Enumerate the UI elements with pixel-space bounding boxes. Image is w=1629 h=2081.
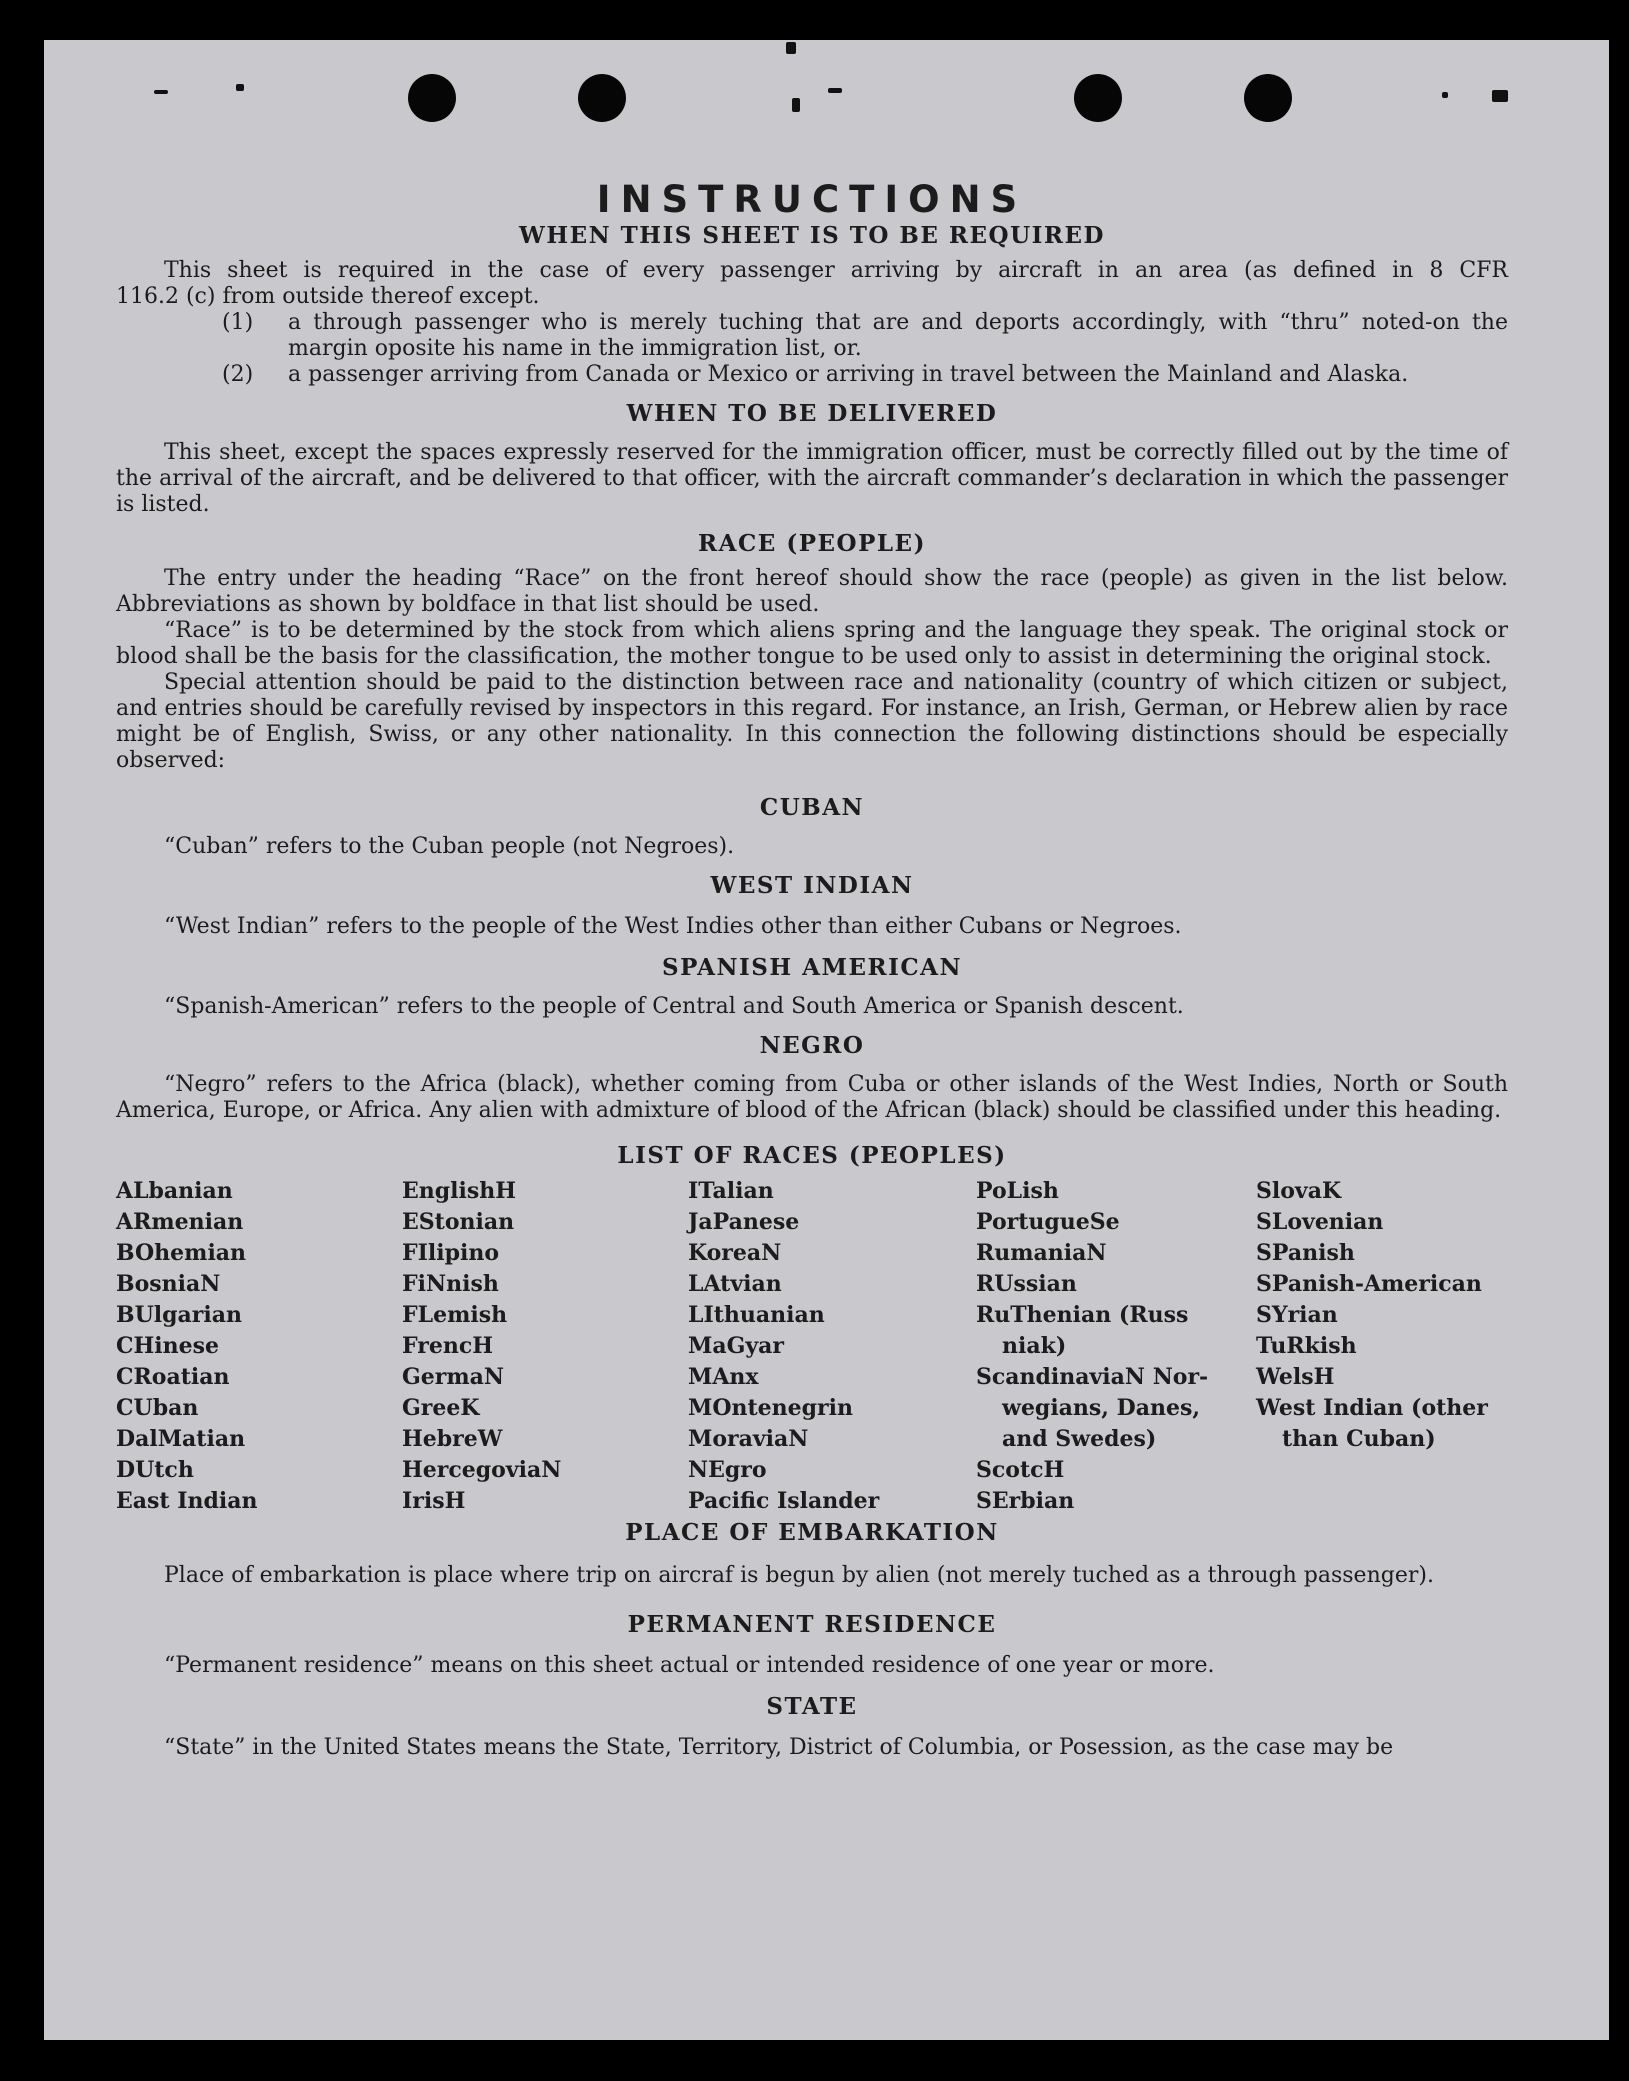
race-entry: SYrian [1256, 1302, 1338, 1328]
race-column-3 [688, 1176, 976, 1517]
race-entry: IrisH [402, 1488, 466, 1514]
exception-text: a passenger arriving from Canada or Mexico or arriving in travel between the Mainland and Alaska. [288, 362, 1409, 387]
race-entry: GermaN [402, 1364, 505, 1390]
speck [792, 98, 800, 112]
race-entry: DUtch [116, 1457, 194, 1483]
race-column-5 [1256, 1176, 1506, 1517]
race-entry: PortugueSe [976, 1209, 1120, 1235]
embarkation-text: Place of embarkation is place where trip on aircraf is begun by alien (not merely tuched as a through passenger). [164, 1563, 1434, 1588]
document-page [44, 40, 1609, 2040]
race-entry: SPanish-American [1256, 1271, 1482, 1297]
when-required-intro-line1: This sheet is required in the case of every passenger arriving by aircraft in an area (as defined in 8 CFR [164, 258, 1508, 283]
race-entry: MoraviaN [688, 1426, 809, 1452]
race-entry: SLovenian [1256, 1209, 1384, 1235]
race-column-2 [402, 1176, 688, 1517]
race-entry: SlovaK [1256, 1178, 1342, 1204]
race-entry: DalMatian [116, 1426, 246, 1452]
punch-hole [1244, 74, 1292, 122]
race-entry: KoreaN [688, 1240, 782, 1266]
race-entry: FiNnish [402, 1271, 499, 1297]
race-entry: East Indian [116, 1488, 258, 1514]
race-entry: RUssian [976, 1271, 1077, 1297]
race-entry: CHinese [116, 1333, 220, 1359]
race-entry: RumaniaN [976, 1240, 1107, 1266]
race-entry: SErbian [976, 1488, 1075, 1514]
race-entry: CUban [116, 1395, 199, 1421]
heading-race: RACE (PEOPLE) [698, 530, 926, 557]
heading-spanish-american: SPANISH AMERICAN [661, 954, 963, 981]
race-entry: ITalian [688, 1178, 774, 1204]
exception-text: a through passenger who is merely tuching that are and deports accordingly, with “thru” noted-on the margin oposite his name in the immigration list, or. [288, 310, 1508, 361]
speck [786, 42, 796, 54]
punch-hole [1074, 74, 1122, 122]
race-entry: Pacific Islander [688, 1488, 880, 1514]
exception-item-1 [222, 310, 1508, 362]
when-delivered-text: This sheet, except the spaces expressly reserved for the immigration officer, must be correctly filled out by the time of the arrival of the aircraft, and be delivered to that officer, with the aircraft commander’s declaration in which the passenger is listed. [116, 440, 1508, 517]
race-entry: LAtvian [688, 1271, 782, 1297]
when-required-intro-line2: 116.2 (c) from outside thereof except. [116, 284, 540, 309]
race-entry: LIthuanian [688, 1302, 825, 1328]
heading-negro: NEGRO [759, 1032, 865, 1059]
punch-hole [408, 74, 456, 122]
permanent-residence-text: “Permanent residence” means on this sheet actual or intended residence of one year or more. [164, 1653, 1215, 1678]
speck [1492, 90, 1508, 102]
heading-when-required: WHEN THIS SHEET IS TO BE REQUIRED [519, 222, 1105, 249]
heading-permanent-residence: PERMANENT RESIDENCE [627, 1611, 997, 1638]
race-entry-continuation: niak) [1002, 1333, 1067, 1359]
race-entry-continuation: and Swedes) [1002, 1426, 1157, 1452]
race-entry: EnglishH [402, 1178, 517, 1204]
race-entry: ALbanian [116, 1178, 233, 1204]
race-entry: ScotcH [976, 1457, 1065, 1483]
race-entry: TuRkish [1256, 1333, 1357, 1359]
negro-text: “Negro” refers to the Africa (black), whether coming from Cuba or other islands of the West Indies, North or South America, Europe, or Africa. Any alien with admixture of blood of the African (black) should be classified under this heading. [116, 1072, 1508, 1123]
race-paragraph-1: The entry under the heading “Race” on the front hereof should show the race (people) as given in the list below. Abbreviations as shown by boldface in that list should be used. [116, 566, 1508, 617]
race-entry: FIlipino [402, 1240, 500, 1266]
race-paragraph-2: “Race” is to be determined by the stock from which aliens spring and the language they speak. The original stock or blood shall be the basis for the classification, the mother tongue to be used only to assist in determining the original stock. [116, 618, 1508, 669]
race-entry: MAnx [688, 1364, 759, 1390]
spanish-american-text: “Spanish-American” refers to the people of Central and South America or Spanish descent. [164, 994, 1184, 1019]
heading-cuban: CUBAN [759, 794, 865, 821]
race-entry: FLemish [402, 1302, 508, 1328]
speck [1442, 92, 1448, 98]
race-entry: ScandinaviaN Nor- [976, 1364, 1209, 1390]
race-entry: MaGyar [688, 1333, 785, 1359]
race-entry: BOhemian [116, 1240, 247, 1266]
race-entry: FrencH [402, 1333, 493, 1359]
speck [828, 88, 842, 93]
race-entry: NEgro [688, 1457, 767, 1483]
race-entry: PoLish [976, 1178, 1059, 1204]
heading-embarkation: PLACE OF EMBARKATION [625, 1519, 999, 1546]
exception-item-2 [222, 362, 1508, 388]
race-column-4 [976, 1176, 1256, 1517]
race-entry: MOntenegrin [688, 1395, 853, 1421]
race-column-1 [116, 1176, 402, 1517]
west-indian-text: “West Indian” refers to the people of the West Indies other than either Cubans or Negroes. [164, 914, 1182, 939]
race-entry-continuation: wegians, Danes, [1002, 1395, 1200, 1421]
race-entry: HercegoviaN [402, 1457, 562, 1483]
page-title: INSTRUCTIONS [596, 178, 1028, 221]
state-text: “State” in the United States means the State, Territory, District of Columbia, or Posession, as the case may be [164, 1735, 1394, 1760]
race-entry: HebreW [402, 1426, 503, 1452]
speck [154, 90, 168, 94]
heading-when-delivered: WHEN TO BE DELIVERED [626, 400, 998, 427]
race-entry: West Indian (other [1256, 1395, 1488, 1421]
heading-list-of-races: LIST OF RACES (PEOPLES) [617, 1142, 1007, 1169]
speck [236, 84, 244, 91]
race-entry: EStonian [402, 1209, 515, 1235]
race-entry: SPanish [1256, 1240, 1355, 1266]
exception-number: (1) [222, 310, 254, 335]
heading-west-indian: WEST INDIAN [710, 872, 914, 899]
race-entry-continuation: than Cuban) [1282, 1426, 1436, 1452]
race-list [116, 1176, 1508, 1517]
race-entry: BUlgarian [116, 1302, 242, 1328]
cuban-text: “Cuban” refers to the Cuban people (not Negroes). [164, 834, 735, 859]
race-entry: CRoatian [116, 1364, 230, 1390]
race-entry: ARmenian [116, 1209, 244, 1235]
race-entry: RuThenian (Russ [976, 1302, 1189, 1328]
race-entry: BosniaN [116, 1271, 221, 1297]
race-paragraph-3: Special attention should be paid to the distinction between race and nationality (country of which citizen or subject, and entries should be carefully revised by inspectors in this regard. For instance, an Irish, German, or Hebrew alien by race might be of English, Swiss, or any other nationality. In this connection the following distinctions should be especially observed: [116, 670, 1508, 773]
race-entry: JaPanese [688, 1209, 800, 1235]
punch-hole [578, 74, 626, 122]
exception-number: (2) [222, 362, 254, 387]
heading-state: STATE [766, 1693, 858, 1720]
instructions-content [116, 178, 1508, 1761]
race-entry: GreeK [402, 1395, 480, 1421]
race-entry: WelsH [1256, 1364, 1335, 1390]
